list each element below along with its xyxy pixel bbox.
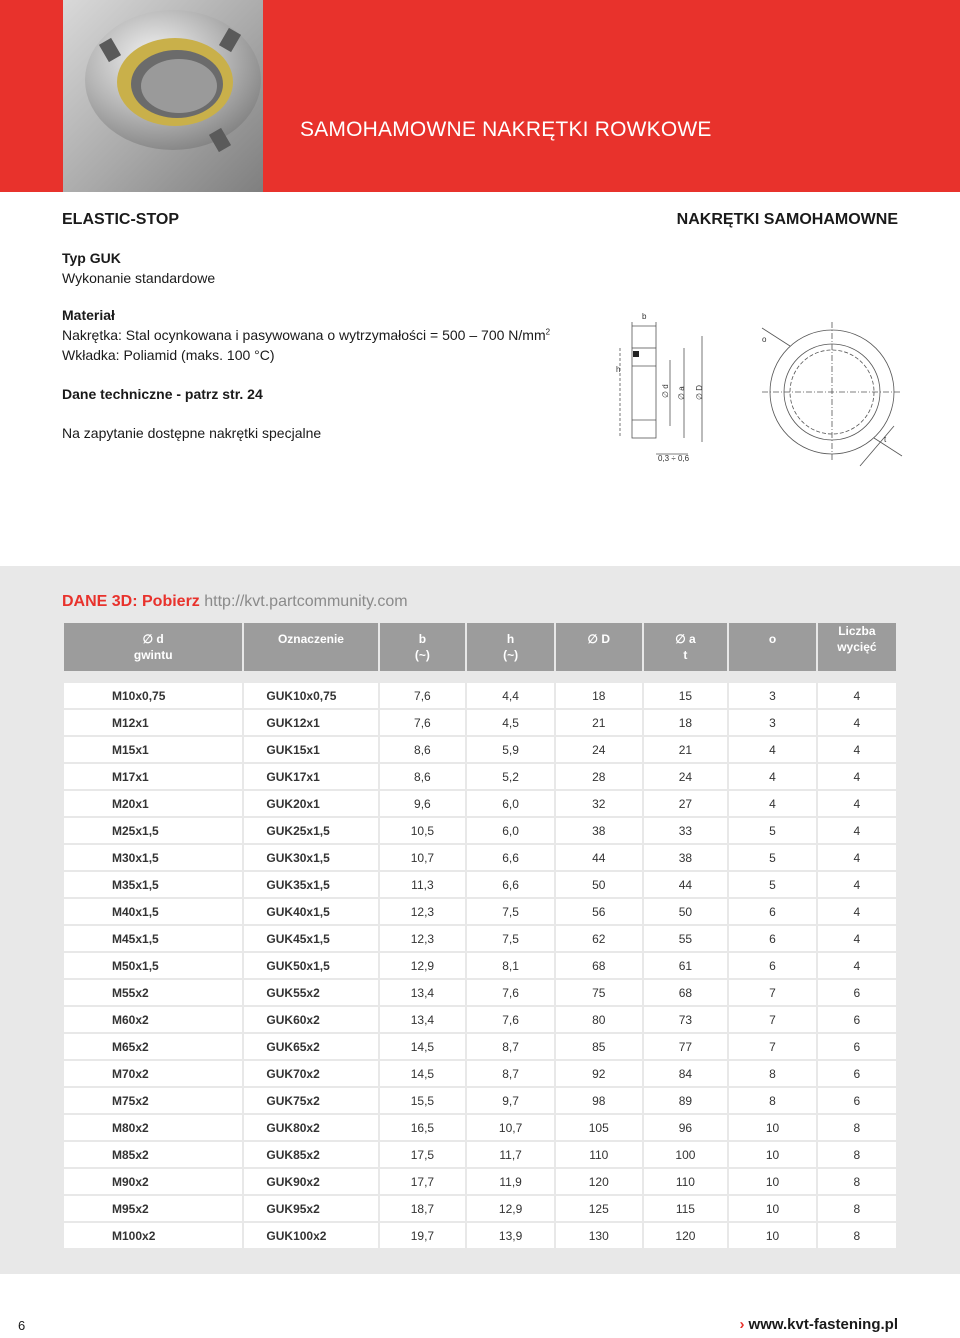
table-cell: 4 bbox=[818, 926, 896, 953]
table-cell: 7 bbox=[729, 980, 815, 1007]
table-cell: 8 bbox=[818, 1196, 896, 1223]
table-cell: M60x2 bbox=[64, 1007, 242, 1034]
table-cell: 16,5 bbox=[380, 1115, 466, 1142]
table-cell: 12,3 bbox=[380, 899, 466, 926]
spacer-cell bbox=[467, 671, 554, 683]
table-cell: 8 bbox=[818, 1142, 896, 1169]
column-header-line2 bbox=[818, 655, 896, 671]
table-cell: 120 bbox=[644, 1223, 728, 1250]
spacer-cell bbox=[729, 671, 815, 683]
column-header-line2 bbox=[729, 647, 815, 663]
table-cell: 8,7 bbox=[467, 1034, 554, 1061]
table-cell: 8,6 bbox=[380, 737, 466, 764]
table-cell: 96 bbox=[644, 1115, 728, 1142]
table-cell: 24 bbox=[644, 764, 728, 791]
table-cell: 10 bbox=[729, 1196, 815, 1223]
table-row bbox=[64, 926, 896, 953]
table-cell: M70x2 bbox=[64, 1061, 242, 1088]
dim-t: t bbox=[884, 435, 887, 444]
dim-a: ∅ a bbox=[677, 386, 686, 400]
table-cell: 21 bbox=[644, 737, 728, 764]
table-cell: 5 bbox=[729, 845, 815, 872]
table-cell: 6,0 bbox=[467, 818, 554, 845]
table-cell: 17,7 bbox=[380, 1169, 466, 1196]
table-row bbox=[64, 980, 896, 1007]
table-row bbox=[64, 899, 896, 926]
table-cell: GUK10x0,75 bbox=[244, 683, 377, 710]
table-cell: 73 bbox=[644, 1007, 728, 1034]
table-cell: 28 bbox=[556, 764, 642, 791]
table-cell: 75 bbox=[556, 980, 642, 1007]
spacer-cell bbox=[644, 671, 728, 683]
table-cell: 10,7 bbox=[467, 1115, 554, 1142]
column-header-line2: (~) bbox=[414, 648, 430, 662]
table-cell: M100x2 bbox=[64, 1223, 242, 1250]
table-cell: 10 bbox=[729, 1169, 815, 1196]
table-cell: 92 bbox=[556, 1061, 642, 1088]
table-row bbox=[64, 1034, 896, 1061]
technical-drawing bbox=[612, 306, 912, 486]
table-cell: 4,5 bbox=[467, 710, 554, 737]
table-cell: GUK30x1,5 bbox=[244, 845, 377, 872]
table-cell: 32 bbox=[556, 791, 642, 818]
table-cell: 44 bbox=[644, 872, 728, 899]
column-header bbox=[380, 623, 466, 671]
table-header bbox=[64, 623, 896, 671]
table-cell: M50x1,5 bbox=[64, 953, 242, 980]
table-cell: GUK85x2 bbox=[244, 1142, 377, 1169]
column-header bbox=[244, 623, 377, 671]
table-cell: 4 bbox=[818, 737, 896, 764]
column-header-line2: gwintu bbox=[133, 648, 173, 662]
type-label: Typ GUK bbox=[62, 250, 121, 266]
table-cell: 98 bbox=[556, 1088, 642, 1115]
table-cell: 61 bbox=[644, 953, 728, 980]
table-cell: 14,5 bbox=[380, 1061, 466, 1088]
table-cell: 15 bbox=[644, 683, 728, 710]
material-unit-sup: 2 bbox=[545, 327, 551, 337]
spacer-cell bbox=[818, 671, 896, 683]
table-row bbox=[64, 845, 896, 872]
table-cell: 5,2 bbox=[467, 764, 554, 791]
dimensions-table bbox=[62, 623, 898, 1250]
table-cell: 7,6 bbox=[380, 683, 466, 710]
column-header bbox=[729, 623, 815, 671]
table-cell: 130 bbox=[556, 1223, 642, 1250]
table-cell: GUK75x2 bbox=[244, 1088, 377, 1115]
table-cell: 24 bbox=[556, 737, 642, 764]
table-cell: GUK50x1,5 bbox=[244, 953, 377, 980]
table-cell: 4 bbox=[729, 764, 815, 791]
table-cell: 14,5 bbox=[380, 1034, 466, 1061]
table-cell: M65x2 bbox=[64, 1034, 242, 1061]
table-cell: 8,1 bbox=[467, 953, 554, 980]
table-cell: 4 bbox=[818, 710, 896, 737]
table-cell: 38 bbox=[556, 818, 642, 845]
table-cell: GUK15x1 bbox=[244, 737, 377, 764]
table-cell: 55 bbox=[644, 926, 728, 953]
table-cell: 100 bbox=[644, 1142, 728, 1169]
table-cell: 125 bbox=[556, 1196, 642, 1223]
column-header-line1: o bbox=[768, 632, 777, 646]
download-3d-link[interactable]: http://kvt.partcommunity.com bbox=[204, 593, 408, 610]
column-header-line1: ∅ a bbox=[675, 632, 696, 646]
table-cell: 6 bbox=[729, 926, 815, 953]
dim-tolerance: 0,3 ÷ 0,6 bbox=[658, 454, 690, 463]
table-cell: 4,4 bbox=[467, 683, 554, 710]
table-cell: 62 bbox=[556, 926, 642, 953]
table-cell: 10 bbox=[729, 1115, 815, 1142]
table-row bbox=[64, 1007, 896, 1034]
table-cell: 8,6 bbox=[380, 764, 466, 791]
chevron-right-icon: › bbox=[739, 1316, 745, 1333]
table-cell: 110 bbox=[556, 1142, 642, 1169]
table-cell: 6,0 bbox=[467, 791, 554, 818]
type-description: Wykonanie standardowe bbox=[62, 270, 216, 286]
table-cell: 7,6 bbox=[380, 710, 466, 737]
table-cell: M12x1 bbox=[64, 710, 242, 737]
table-cell: 10 bbox=[729, 1223, 815, 1250]
column-header-line2 bbox=[556, 647, 642, 663]
table-cell: 85 bbox=[556, 1034, 642, 1061]
table-row bbox=[64, 683, 896, 710]
table-cell: GUK17x1 bbox=[244, 764, 377, 791]
footer-website-text: www.kvt-fastening.pl bbox=[748, 1316, 898, 1333]
table-cell: 11,9 bbox=[467, 1169, 554, 1196]
table-cell: 13,4 bbox=[380, 980, 466, 1007]
table-cell: 4 bbox=[729, 737, 815, 764]
table-cell: GUK80x2 bbox=[244, 1115, 377, 1142]
table-row bbox=[64, 1196, 896, 1223]
table-cell: 80 bbox=[556, 1007, 642, 1034]
table-cell: M85x2 bbox=[64, 1142, 242, 1169]
table-cell: M30x1,5 bbox=[64, 845, 242, 872]
table-cell: 8 bbox=[818, 1169, 896, 1196]
table-cell: 105 bbox=[556, 1115, 642, 1142]
table-cell: GUK25x1,5 bbox=[244, 818, 377, 845]
table-cell: 68 bbox=[556, 953, 642, 980]
table-cell: GUK35x1,5 bbox=[244, 872, 377, 899]
table-cell: 4 bbox=[818, 953, 896, 980]
table-cell: 50 bbox=[644, 899, 728, 926]
table-cell: GUK65x2 bbox=[244, 1034, 377, 1061]
table-cell: 77 bbox=[644, 1034, 728, 1061]
spacer-cell bbox=[244, 671, 377, 683]
table-cell: 11,3 bbox=[380, 872, 466, 899]
table-cell: M45x1,5 bbox=[64, 926, 242, 953]
table-cell: 8 bbox=[729, 1061, 815, 1088]
spacer-cell bbox=[64, 671, 242, 683]
column-header bbox=[467, 623, 554, 671]
table-row bbox=[64, 791, 896, 818]
table-cell: 12,9 bbox=[380, 953, 466, 980]
table-cell: 5 bbox=[729, 872, 815, 899]
column-header-line2 bbox=[244, 647, 377, 663]
table-cell: 6 bbox=[818, 1034, 896, 1061]
table-cell: 8 bbox=[818, 1115, 896, 1142]
table-cell: 12,9 bbox=[467, 1196, 554, 1223]
table-cell: 115 bbox=[644, 1196, 728, 1223]
table-row bbox=[64, 1223, 896, 1250]
table-cell: M55x2 bbox=[64, 980, 242, 1007]
table-cell: GUK45x1,5 bbox=[244, 926, 377, 953]
table-cell: 6 bbox=[818, 1007, 896, 1034]
table-cell: 33 bbox=[644, 818, 728, 845]
table-cell: 9,7 bbox=[467, 1088, 554, 1115]
table-cell: 4 bbox=[818, 683, 896, 710]
table-cell: 68 bbox=[644, 980, 728, 1007]
table-cell: 9,6 bbox=[380, 791, 466, 818]
table-cell: 7,5 bbox=[467, 899, 554, 926]
table-cell: 6 bbox=[818, 1088, 896, 1115]
header-banner bbox=[0, 0, 960, 192]
download-3d-label: DANE 3D: Pobierz bbox=[62, 593, 200, 610]
table-row bbox=[64, 1169, 896, 1196]
table-cell: 4 bbox=[818, 818, 896, 845]
dim-d: ∅ d bbox=[661, 384, 670, 398]
table-cell: 11,7 bbox=[467, 1142, 554, 1169]
table-row bbox=[64, 1142, 896, 1169]
table-row bbox=[64, 1115, 896, 1142]
table-cell: GUK95x2 bbox=[244, 1196, 377, 1223]
table-cell: 4 bbox=[818, 791, 896, 818]
material-nut bbox=[62, 327, 550, 343]
table-cell: M25x1,5 bbox=[64, 818, 242, 845]
dim-o: o bbox=[762, 335, 767, 344]
table-cell: 7 bbox=[729, 1034, 815, 1061]
table-cell: 6,6 bbox=[467, 845, 554, 872]
table-cell: 6 bbox=[818, 980, 896, 1007]
product-photo bbox=[63, 0, 263, 192]
table-cell: 12,3 bbox=[380, 926, 466, 953]
table-cell: 84 bbox=[644, 1061, 728, 1088]
table-cell: 19,7 bbox=[380, 1223, 466, 1250]
table-cell: 7,6 bbox=[467, 980, 554, 1007]
table-row bbox=[64, 872, 896, 899]
table-cell: 21 bbox=[556, 710, 642, 737]
material-label: Materiał bbox=[62, 307, 115, 323]
dim-D: ∅ D bbox=[695, 385, 704, 400]
table-row bbox=[64, 737, 896, 764]
special-note: Na zapytanie dostępne nakrętki specjalne bbox=[62, 425, 322, 441]
material-insert: Wkładka: Poliamid (maks. 100 °C) bbox=[62, 347, 275, 363]
table-cell: 10,7 bbox=[380, 845, 466, 872]
column-header-line1: Liczba wycięć bbox=[837, 624, 877, 654]
table-cell: M75x2 bbox=[64, 1088, 242, 1115]
column-header-line1: ∅ D bbox=[587, 632, 610, 646]
tech-data-ref: Dane techniczne - patrz str. 24 bbox=[62, 386, 263, 402]
table-cell: 89 bbox=[644, 1088, 728, 1115]
brand-label: ELASTIC-STOP bbox=[62, 211, 180, 228]
dim-b: b bbox=[642, 312, 647, 321]
table-cell: M15x1 bbox=[64, 737, 242, 764]
table-cell: 3 bbox=[729, 710, 815, 737]
download-3d bbox=[62, 593, 408, 611]
table-cell: 15,5 bbox=[380, 1088, 466, 1115]
column-header bbox=[64, 623, 242, 671]
table-cell: GUK70x2 bbox=[244, 1061, 377, 1088]
table-cell: 10 bbox=[729, 1142, 815, 1169]
table-cell: 7,5 bbox=[467, 926, 554, 953]
table-row bbox=[64, 710, 896, 737]
spacer-cell bbox=[556, 671, 642, 683]
column-header-line1: Oznaczenie bbox=[277, 632, 344, 646]
table-cell: M40x1,5 bbox=[64, 899, 242, 926]
table-body bbox=[64, 671, 896, 1250]
table-cell: M80x2 bbox=[64, 1115, 242, 1142]
table-cell: 7,6 bbox=[467, 1007, 554, 1034]
material-nut-text: Nakrętka: Stal ocynkowana i pasywowana o wytrzymałości = 500 – 700 N/mm bbox=[62, 327, 546, 343]
table-cell: 6 bbox=[729, 953, 815, 980]
column-header bbox=[644, 623, 728, 671]
column-header-line1: ∅ d bbox=[142, 632, 164, 646]
table-cell: GUK20x1 bbox=[244, 791, 377, 818]
column-header bbox=[556, 623, 642, 671]
table-cell: 4 bbox=[818, 845, 896, 872]
table-cell: GUK12x1 bbox=[244, 710, 377, 737]
table-spacer bbox=[64, 671, 896, 683]
column-header-line2: t bbox=[683, 648, 688, 662]
table-cell: 6,6 bbox=[467, 872, 554, 899]
slotted-nut-image bbox=[63, 0, 263, 192]
table-cell: 5 bbox=[729, 818, 815, 845]
page-title: SAMOHAMOWNE NAKRĘTKI ROWKOWE bbox=[300, 118, 712, 141]
table-cell: 4 bbox=[729, 791, 815, 818]
category-label: NAKRĘTKI SAMOHAMOWNE bbox=[676, 211, 898, 228]
column-header-line1: h bbox=[506, 632, 515, 646]
table-cell: M17x1 bbox=[64, 764, 242, 791]
table-cell: M20x1 bbox=[64, 791, 242, 818]
table-cell: 10,5 bbox=[380, 818, 466, 845]
column-header-line1: b bbox=[418, 632, 427, 646]
table-cell: 110 bbox=[644, 1169, 728, 1196]
table-cell: 4 bbox=[818, 872, 896, 899]
table-cell: GUK60x2 bbox=[244, 1007, 377, 1034]
table-row bbox=[64, 953, 896, 980]
page-number: 6 bbox=[18, 1318, 26, 1333]
table-row bbox=[64, 818, 896, 845]
table-cell: 120 bbox=[556, 1169, 642, 1196]
table-cell: 6 bbox=[729, 899, 815, 926]
table-cell: 13,4 bbox=[380, 1007, 466, 1034]
table-row bbox=[64, 1061, 896, 1088]
table-cell: GUK100x2 bbox=[244, 1223, 377, 1250]
table-cell: 56 bbox=[556, 899, 642, 926]
table-cell: GUK90x2 bbox=[244, 1169, 377, 1196]
table-cell: 8 bbox=[818, 1223, 896, 1250]
table-row bbox=[64, 1088, 896, 1115]
table-cell: 8,7 bbox=[467, 1061, 554, 1088]
spacer-cell bbox=[380, 671, 466, 683]
footer-website[interactable] bbox=[740, 1316, 898, 1333]
dim-h: h bbox=[616, 365, 621, 374]
table-cell: 4 bbox=[818, 899, 896, 926]
table-cell: 8 bbox=[729, 1088, 815, 1115]
table-cell: 18 bbox=[644, 710, 728, 737]
table-cell: M95x2 bbox=[64, 1196, 242, 1223]
table-cell: 50 bbox=[556, 872, 642, 899]
table-cell: M35x1,5 bbox=[64, 872, 242, 899]
table-cell: M10x0,75 bbox=[64, 683, 242, 710]
table-cell: 5,9 bbox=[467, 737, 554, 764]
table-cell: 17,5 bbox=[380, 1142, 466, 1169]
table-cell: 7 bbox=[729, 1007, 815, 1034]
column-header bbox=[818, 623, 896, 671]
table-row bbox=[64, 764, 896, 791]
table-cell: 13,9 bbox=[467, 1223, 554, 1250]
table-cell: GUK55x2 bbox=[244, 980, 377, 1007]
table-cell: 44 bbox=[556, 845, 642, 872]
table-cell: 38 bbox=[644, 845, 728, 872]
table-cell: M90x2 bbox=[64, 1169, 242, 1196]
table-cell: 6 bbox=[818, 1061, 896, 1088]
table-cell: GUK40x1,5 bbox=[244, 899, 377, 926]
table-cell: 4 bbox=[818, 764, 896, 791]
table-cell: 18 bbox=[556, 683, 642, 710]
table-cell: 18,7 bbox=[380, 1196, 466, 1223]
table-cell: 3 bbox=[729, 683, 815, 710]
column-header-line2: (~) bbox=[503, 648, 519, 662]
table-cell: 27 bbox=[644, 791, 728, 818]
